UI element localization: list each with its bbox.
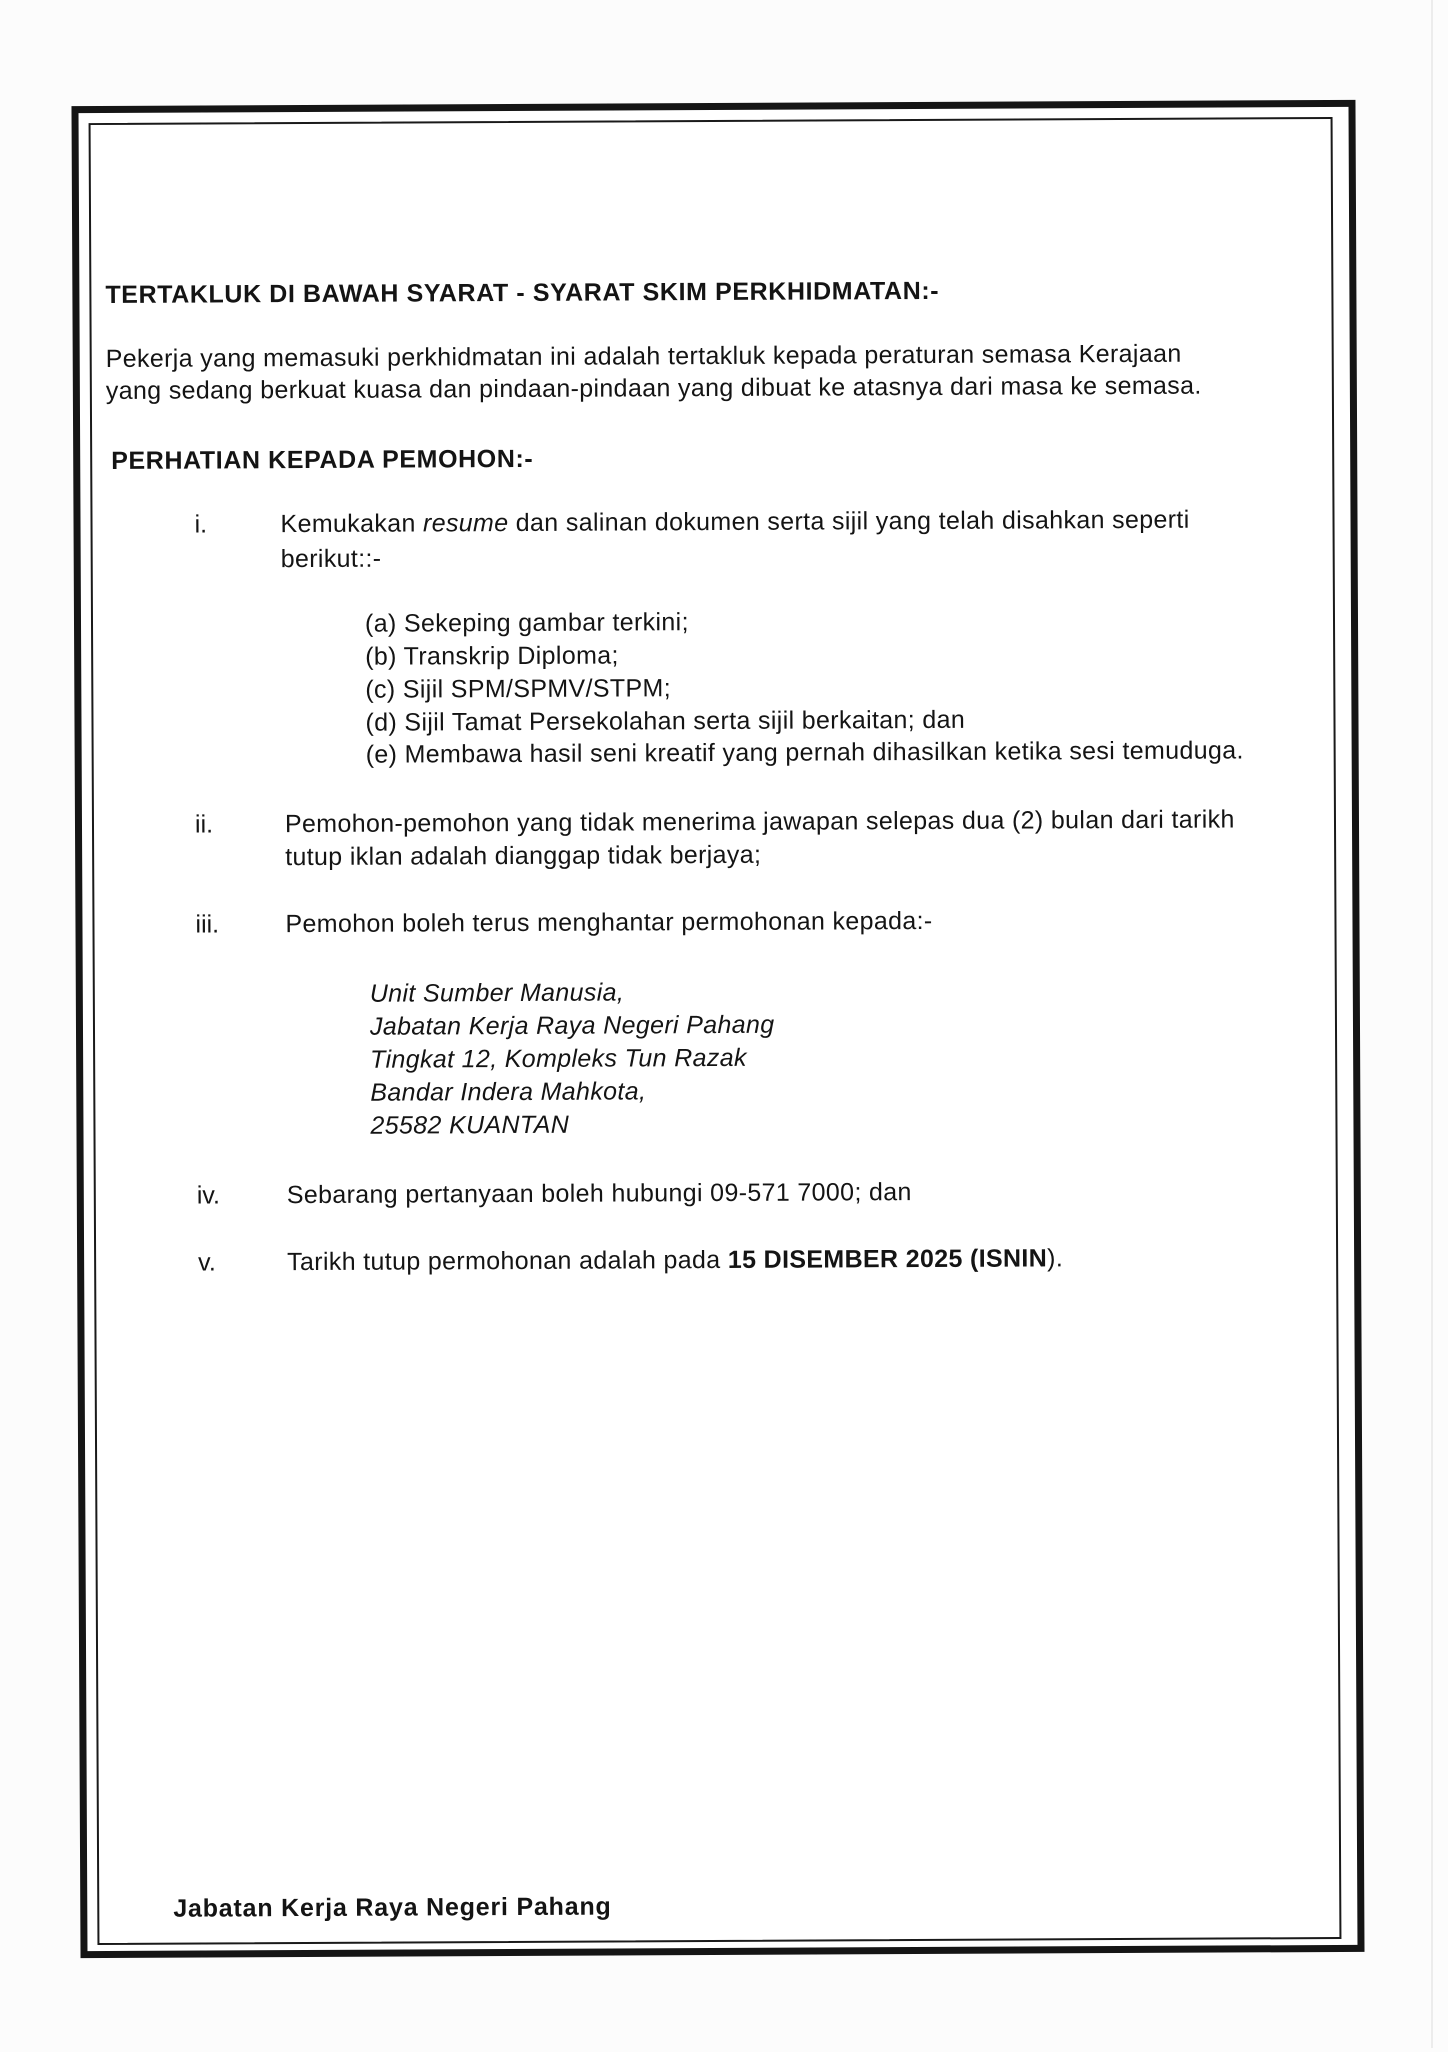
subitem-d: (d) Sijil Tamat Persekolahan serta sijil berkaitan; dan — [365, 705, 966, 737]
notice-heading: PERHATIAN KEPADA PEMOHON:- — [111, 444, 534, 475]
address-line-5: 25582 KUANTAN — [370, 1110, 570, 1140]
subitem-c: (c) Sijil SPM/SPMV/STPM; — [365, 674, 672, 704]
terms-paragraph-line-1: Pekerja yang memasuki perkhidmatan ini adalah tertakluk kepada peraturan semasa Kerajaan — [105, 339, 1182, 373]
terms-paragraph-line-2: yang sedang berkuat kuasa dan pindaan-pindaan yang dibuat ke atasnya dari masa ke semasa. — [105, 371, 1202, 405]
item-i-marker: i. — [194, 510, 208, 539]
item-v-marker: v. — [198, 1248, 216, 1277]
item-i-line-2: berikut::- — [280, 544, 382, 574]
item-ii-marker: ii. — [194, 810, 214, 839]
closing-date-bold: 15 DISEMBER 2025 (ISNIN — [727, 1244, 1048, 1274]
subitem-e: (e) Membawa hasil seni kreatif yang pernah dihasilkan ketika sesi temuduga. — [365, 736, 1244, 769]
subitem-b: (b) Transkrip Diploma; — [365, 641, 619, 671]
item-i-line-1 — [280, 505, 1190, 539]
item-iii-line-1: Pemohon boleh terus menghantar permohonan kepada:- — [285, 906, 933, 939]
address-line-3: Tingkat 12, Kompleks Tun Razak — [370, 1043, 747, 1074]
address-line-4: Bandar Indera Mahkota, — [370, 1077, 647, 1107]
item-iii-marker: iii. — [195, 910, 220, 939]
item-v-text-end: ). — [1047, 1244, 1064, 1273]
terms-heading: TERTAKLUK DI BAWAH SYARAT - SYARAT SKIM PERKHIDMATAN:- — [105, 276, 940, 309]
footer-organization: Jabatan Kerja Raya Negeri Pahang — [173, 1892, 612, 1923]
item-ii-line-2: tutup iklan adalah dianggap tidak berjaya; — [285, 840, 762, 872]
item-iv-line-1: Sebarang pertanyaan boleh hubungi 09-571 7000; dan — [286, 1178, 912, 1210]
item-i-text-end: dan salinan dokumen serta sijil yang telah disahkan seperti — [508, 505, 1190, 538]
address-line-1: Unit Sumber Manusia, — [369, 978, 625, 1008]
item-ii-line-1: Pemohon-pemohon yang tidak menerima jawapan selepas dua (2) bulan dari tarikh — [284, 805, 1235, 839]
item-i-resume-italic: resume — [422, 509, 509, 538]
address-line-2: Jabatan Kerja Raya Negeri Pahang — [369, 1010, 775, 1041]
subitem-a: (a) Sekeping gambar terkini; — [364, 608, 689, 638]
item-v-line-1 — [287, 1246, 1063, 1275]
item-i-text-start: Kemukakan — [280, 509, 424, 539]
item-v-text-start: Tarikh tutup permohonan adalah pada — [287, 1245, 728, 1277]
item-iv-marker: iv. — [196, 1181, 221, 1210]
